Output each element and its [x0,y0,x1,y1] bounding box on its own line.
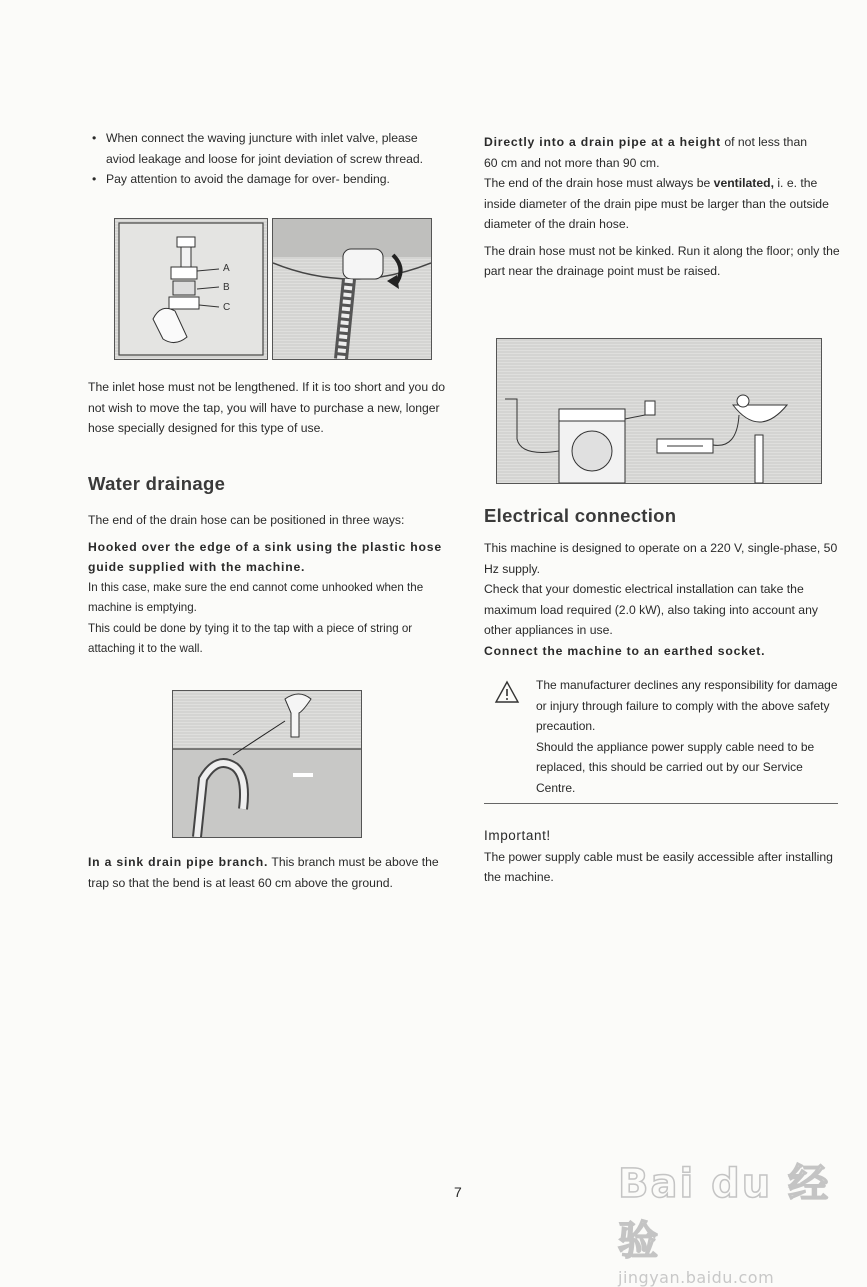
drain-pipe-rest: of not less than [724,135,808,149]
tap-illustration [115,219,267,359]
sink-branch-lead: In a sink drain pipe branch. [88,855,269,869]
tying-note: This could be done by tying it to the tap with a piece of string or attaching it to the wall. [88,621,413,655]
warning-text: The manufacturer declines any responsibility for damage or injury through failure to comply with the above safety precaution. [536,678,838,733]
warning-triangle-icon [494,680,520,704]
bullet-inlet-valve: • When connect the waving juncture with inlet valve, please aviod leakage and loose for joint deviation of screw thread. [88,128,450,169]
electrical-text [484,538,844,661]
figure-inlet-tap [114,218,268,360]
hose-illustration [273,219,431,359]
sink-branch-text [88,852,450,893]
sink-branch-paragraph [88,852,450,893]
label-b: B [223,282,230,293]
important-text: The power supply cable must be easily accessible after installing the machine. [484,849,833,884]
drain-pipe-text [484,132,844,153]
earthed-note: Connect the machine to an earthed socket. [484,643,766,658]
bullet-over-bending: • Pay attention to avoid the damage for over- bending. [88,169,450,190]
kinked-note: The drain hose must not be kinked. Run it along the floor; only the part near the drainage point must be raised. [484,243,840,278]
label-a: A [223,263,230,274]
inlet-hose-paragraph [88,377,450,439]
ventilated-pre: The end of the drain hose must always be [484,176,711,190]
ventilated-text [484,173,844,235]
important-heading: Important! [484,828,551,843]
sink-branch-body: This branch must be above the trap so that the bend is at least 60 cm above the ground. [88,855,439,890]
figure-drain-pipe [496,338,822,484]
inlet-hose-note: The inlet hose must not be lengthened. If it is too short and you do not wish to move the tap, you will have to purchase a new, longer hose specially designed for this type of use. [88,380,446,435]
check-note: Check that your domestic electrical installation can take the maximum load required (2.0 kW), also taking into account any other appliances in use. [484,582,818,637]
figure-hose-bending [272,218,432,360]
page-number: 7 [454,1184,462,1200]
ventilated-word: ventilated, [713,176,774,190]
drain-pipe-lead: Directly into a drain pipe at a height [484,135,721,149]
important-section [484,826,844,888]
hooked-lead: Hooked over the edge of a sink using the plastic hose guide supplied with the machine. [88,539,442,574]
label-c: C [223,302,231,313]
water-drainage-heading: Water drainage [88,473,226,494]
hooked-body: In this case, make sure the end cannot come unhooked when the machine is emptying. [88,580,424,614]
warning-box [484,672,838,804]
watermark-url: jingyan.baidu.com [618,1268,775,1287]
drain-pipe-paragraph [484,132,844,282]
electrical-section [484,506,844,527]
warning-text-block [536,675,838,798]
cable-note: Should the appliance power supply cable need to be replaced, this should be carried out by our Service Centre. [536,739,815,795]
ventilated-post: i. e. the inside diameter of the drain pipe must be larger than the outside diameter of the drain hose. [484,176,829,231]
watermark-logo: Bai du 经验 [618,1161,831,1264]
electrical-heading: Electrical connection [484,505,677,526]
figure-sink-hook [172,690,362,838]
drainage-text [88,510,450,660]
left-bullets [88,128,450,190]
sink-illustration [173,691,361,837]
baidu-watermark [618,1152,858,1287]
supply-note: This machine is designed to operate on a 220 V, single-phase, 50 Hz supply. [484,541,838,576]
height-range: 60 cm and not more than 90 cm. [484,155,660,170]
washing-machine-illustration [497,339,821,483]
drainage-intro: The end of the drain hose can be positioned in three ways: [88,513,405,527]
water-drainage-section [88,474,450,495]
